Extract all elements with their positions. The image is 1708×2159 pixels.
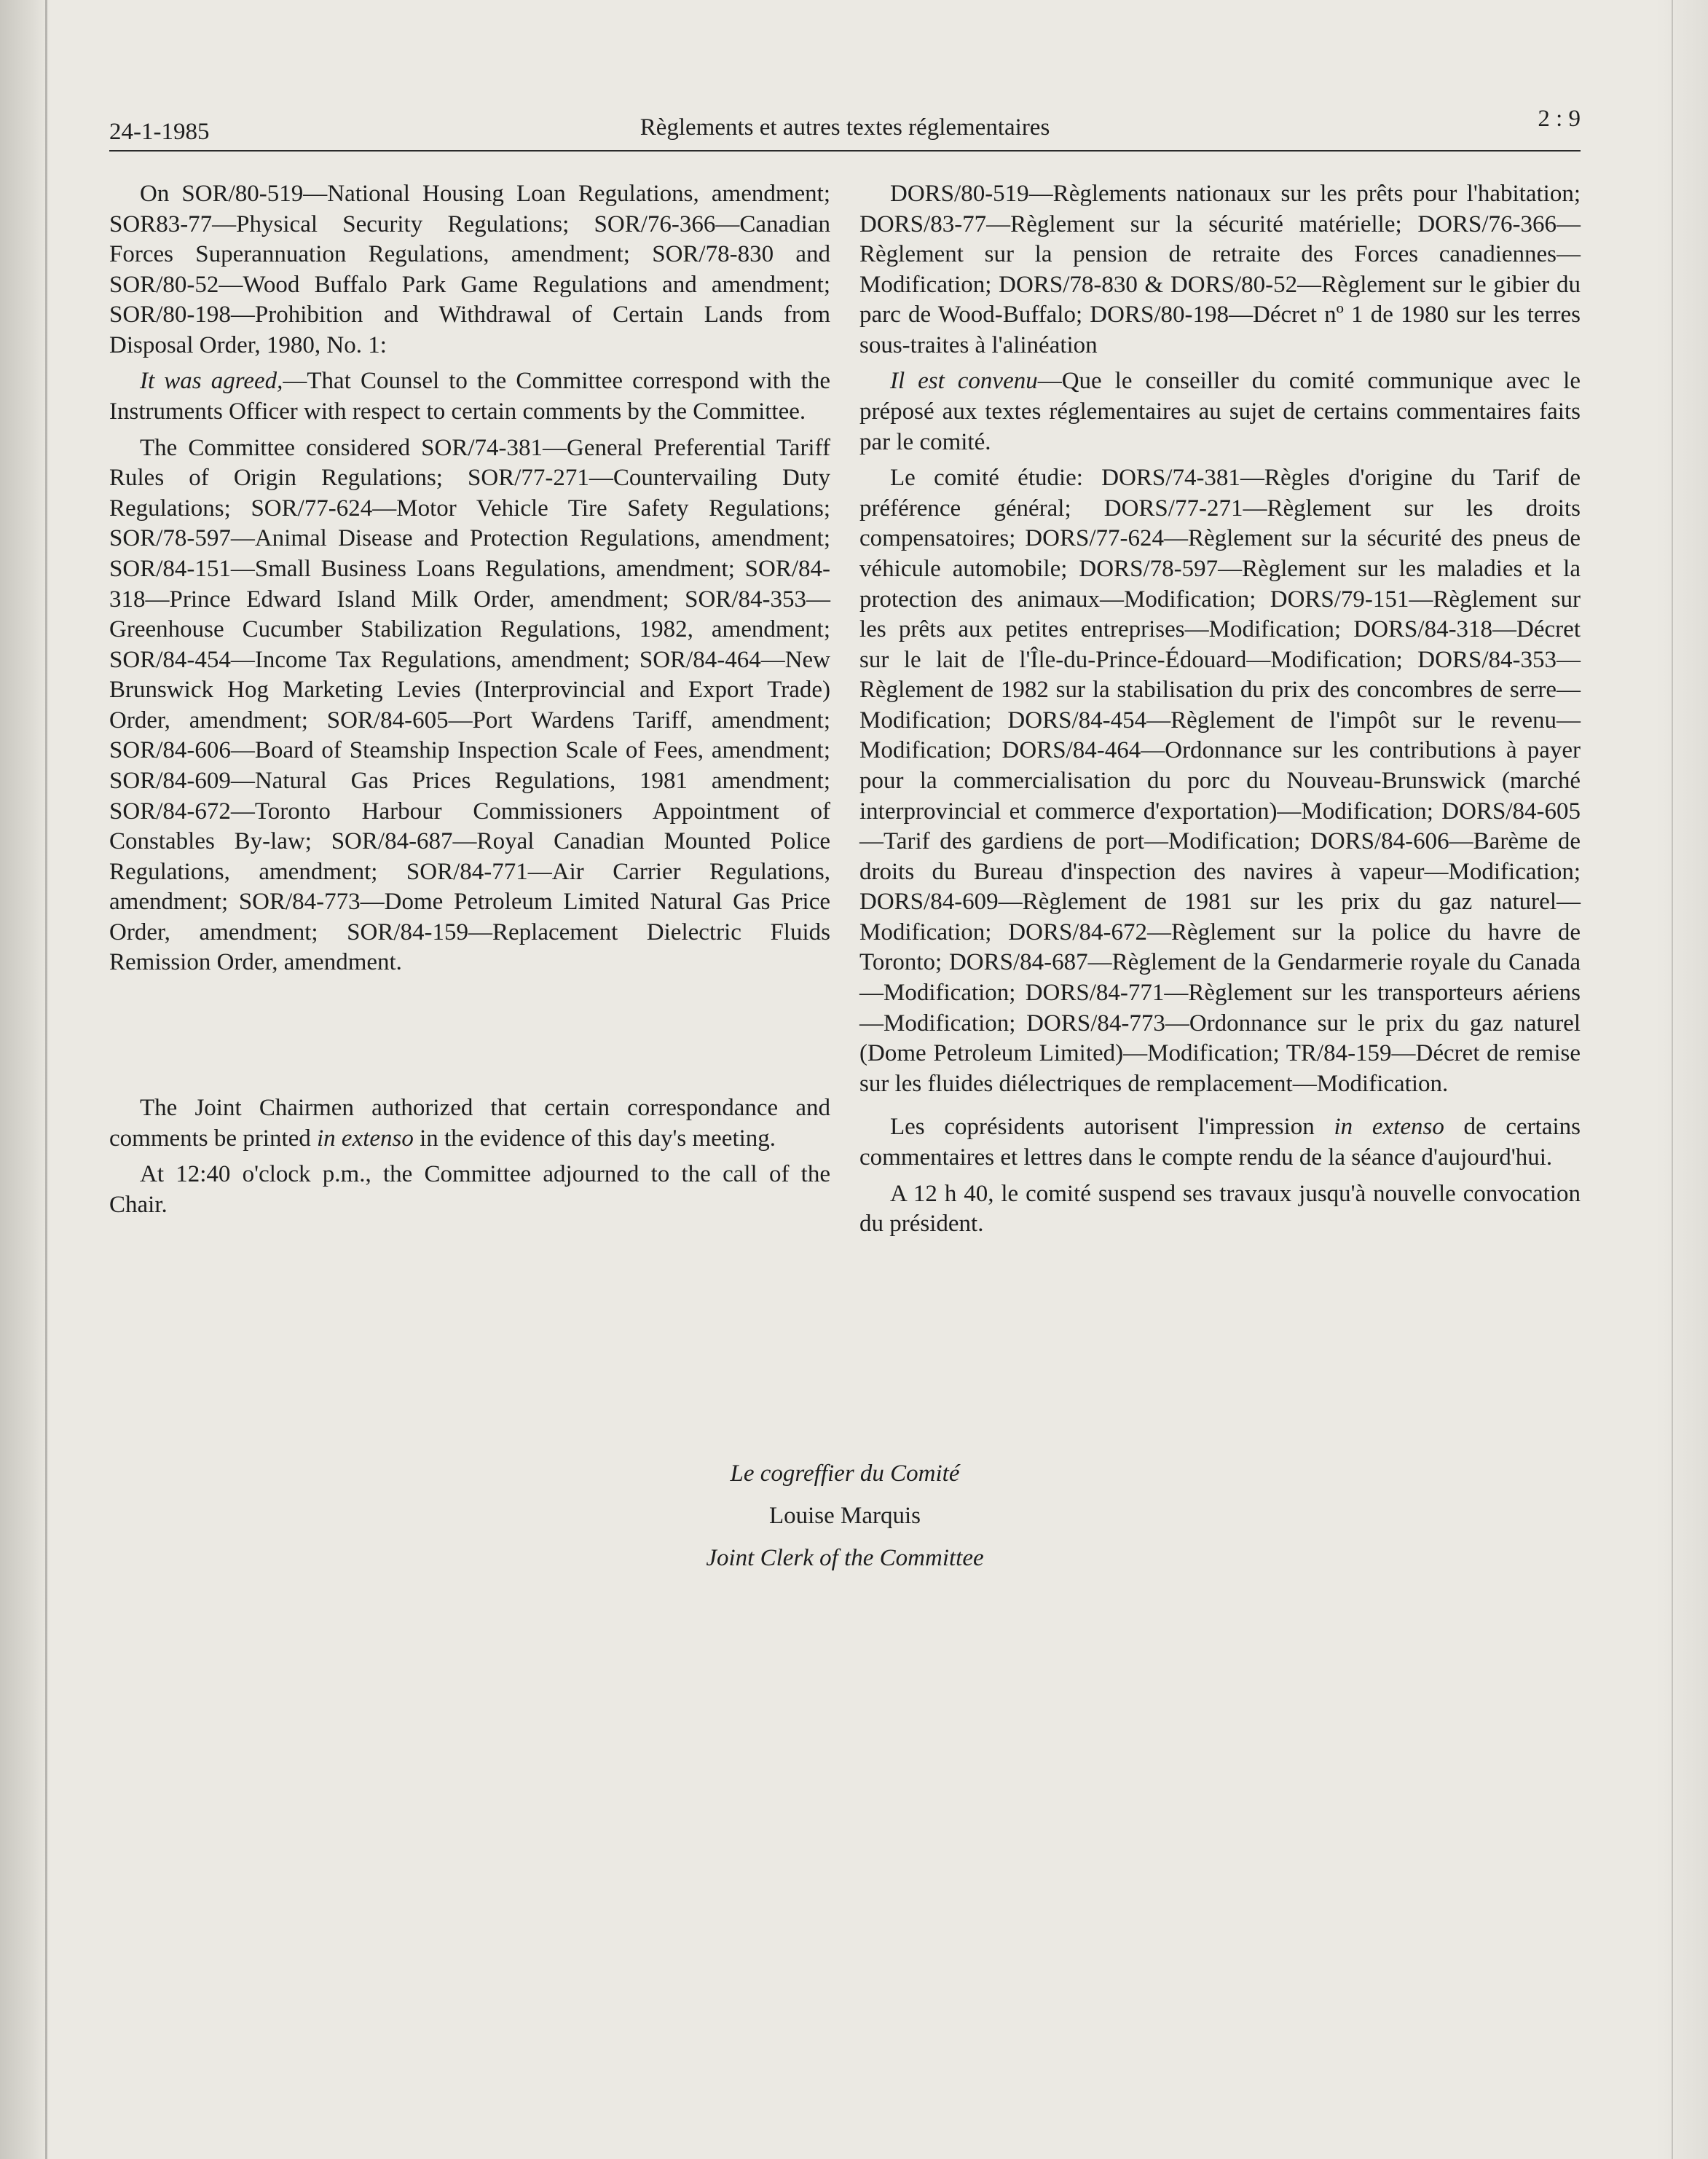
english-column (109, 179, 830, 1246)
french-paragraph-3: Le comité étudie: DORS/74-381—Règles d'origine du Tarif de préférence général; DORS/77-271—Règlement sur les droits compensatoires; DORS/77-624—Règlement sur la sécurité des pneus de véhicule automobile; DORS/78-597—Règlement sur les maladies et la protection des animaux—Modification; DORS/79-151—Règlement sur les prêts aux petites entreprises—Modification; DORS/84-318—Décret sur le lait de l'Île-du-Prince-Édouard—Modification; DORS/84-353—Règlement de 1982 sur la stabilisation du prix des concombres de serre—Modification; DORS/84-454—Règlement de l'impôt sur le revenu—Modification; DORS/84-464—Ordonnance sur les contributions à payer pour la commercialisation du porc du Nouveau-Brunswick (marché interprovincial et commerce d'exportation)—Modification; DORS/84-605—Tarif des gardiens de port—Modification; DORS/84-606—Barème de droits du Bureau d'inspection des navires à vapeur—Modification; DORS/84-609—Règlement de 1981 sur les prix du gaz naturel—Modification; DORS/84-672—Règlement sur la police du havre de Toronto; DORS/84-687—Règlement de la Gendarmerie royale du Canada—Modification; DORS/84-771—Règlement sur les transporteurs aériens—Modification; DORS/84-773—Ordonnance sur le prix du gaz naturel (Dome Petroleum Limited)—Modification; TR/84-159—Décret de remise sur les fluides diélectriques de remplacement—Modification. (859, 465, 1581, 1097)
french-agreed-lead: Il est convenu (890, 368, 1038, 395)
english-agreed-text: —That Counsel to the Committee correspond with the Instruments Officer with respect to certain comments by the Committee. (109, 368, 830, 425)
french-paragraph-1: DORS/80-519—Règlements nationaux sur les prêts pour l'habitation; DORS/83-77—Règlement sur la sécurité matérielle; DORS/76-366—Règlement sur la pension de retraite des Forces canadiennes—Modification; DORS/78-830 & DORS/80-52—Règlement sur le gibier du parc de Wood-Buffalo; DORS/80-198—Décret nº 1 de 1980 sur les terres sous-traites à l'alinéation (859, 181, 1581, 358)
english-agreed-lead: It was agreed, (140, 368, 283, 395)
column-gap-fr (859, 1105, 1581, 1112)
clerk-title-french: Le cogreffier du Comité (730, 1460, 960, 1487)
clerk-name: Louise Marquis (768, 1502, 921, 1529)
french-p4-italic: in extenso (1334, 1114, 1444, 1141)
french-p4-end: de certains commentaires et lettres dans le compte rendu de la séance d'aujourd'hui. (859, 1114, 1581, 1171)
english-paragraph-1: On SOR/80-519—National Housing Loan Regulations, amendment; SOR83-77—Physical Security Regulations; SOR/76-366—Canadian Forces Superannuation Regulations, amendment; SOR/78-830 and SOR/80-52—Wood Buffalo Park Game Regulations and amendment; SOR/80-198—Prohibition and Withdrawal of Certain Lands from Disposal Order, 1980, No. 1: (109, 181, 830, 358)
header-page-number: 2 : 9 (1538, 106, 1581, 132)
clerk-title-english: Joint Clerk of the Committee (706, 1544, 984, 1571)
french-column (859, 179, 1581, 1246)
column-gap (109, 984, 830, 1093)
english-p4-end: in the evidence of this day's meeting. (413, 1125, 776, 1152)
right-edge-line (1672, 0, 1673, 2159)
english-p4-start: The Joint Chairmen authorized that certain correspondance and comments be printed (109, 1095, 830, 1152)
document-page (109, 102, 1581, 1246)
page-binding-shadow (0, 0, 51, 2159)
french-paragraph-5: A 12 h 40, le comité suspend ses travaux jusqu'à nouvelle convocation du président. (859, 1180, 1581, 1238)
french-p4-start: Les coprésidents autorisent l'impression (890, 1114, 1334, 1141)
english-paragraph-2 (109, 366, 830, 427)
english-paragraph-3: The Committee considered SOR/74-381—General Preferential Tariff Rules of Origin Regulations; SOR/77-271—Countervailing Duty Regulations; SOR/77-624—Motor Vehicle Tire Safety Regulations; SOR/78-597—Animal Disease and Protection Regulations, amendment; SOR/84-151—Small Business Loans Regulations, amendment; SOR/84-318—Prince Edward Island Milk Order, amendment; SOR/84-353—Greenhouse Cucumber Stabilization Regulations, 1982, amendment; SOR/84-454—Income Tax Regulations, amendment; SOR/84-464—New Brunswick Hog Marketing Levies (Interprovincial and Export Trade) Order, amendment; SOR/84-605—Port Wardens Tariff, amendment; SOR/84-606—Board of Steamship Inspection Scale of Fees, amendment; SOR/84-609—Natural Gas Prices Regulations, 1981 amendment; SOR/84-672—Toronto Harbour Commissioners Appointment of Constables By-law; SOR/84-687—Royal Canadian Mounted Police Regulations, amendment; SOR/84-771—Air Carrier Regulations, amendment; SOR/84-773—Dome Petroleum Limited Natural Gas Price Order, amendment; SOR/84-159—Replacement Dielectric Fluids Remission Order, amendment. (109, 434, 830, 976)
english-p4-italic: in extenso (317, 1125, 414, 1152)
running-header (109, 102, 1581, 152)
binding-edge-line (45, 0, 47, 2159)
french-paragraph-4 (859, 1112, 1581, 1173)
french-agreed-text: —Que le conseiller du comité communique avec le préposé aux textes réglementaires au sujet de certains commentaires faits par le comité. (859, 368, 1581, 455)
signature-block (109, 1457, 1581, 1584)
page-right-edge (1657, 0, 1708, 2159)
header-date: 24-1-1985 (109, 119, 210, 145)
two-column-body (109, 179, 1581, 1246)
french-paragraph-2 (859, 366, 1581, 457)
english-paragraph-4 (109, 1093, 830, 1154)
english-paragraph-5: At 12:40 o'clock p.m., the Committee adjourned to the call of the Chair. (109, 1161, 830, 1218)
header-title: Règlements et autres textes réglementaires (639, 114, 1050, 141)
